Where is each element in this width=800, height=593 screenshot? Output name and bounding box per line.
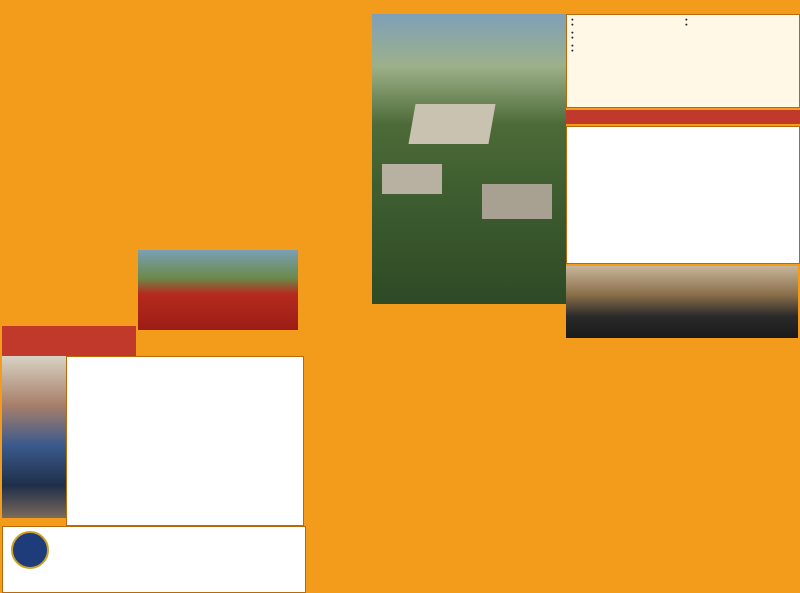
footer — [2, 526, 306, 593]
wisuda-p4-row: ● — [685, 22, 688, 27]
university-logo — [11, 531, 49, 569]
wisuda-p3-row: ● — [571, 35, 574, 40]
genap-panel — [566, 126, 800, 264]
wisuda-p1-row: ● — [571, 43, 574, 48]
wisuda-p4-row: ● — [685, 17, 688, 22]
genap-header — [566, 110, 800, 124]
wisuda-p2-row: ● — [571, 22, 574, 27]
wisuda-p2-row: ● — [571, 17, 574, 22]
ganjil-panel — [66, 356, 304, 526]
wisuda-p1-row: ● — [571, 48, 574, 53]
campus-aerial-photo — [372, 14, 566, 304]
wisuda-p3-row: ● — [571, 30, 574, 35]
graduation-photo — [566, 266, 798, 338]
wisuda-panel — [566, 14, 800, 108]
students-photo — [2, 356, 66, 518]
ganjil-header — [2, 326, 136, 356]
students-parade-photo — [138, 250, 298, 330]
